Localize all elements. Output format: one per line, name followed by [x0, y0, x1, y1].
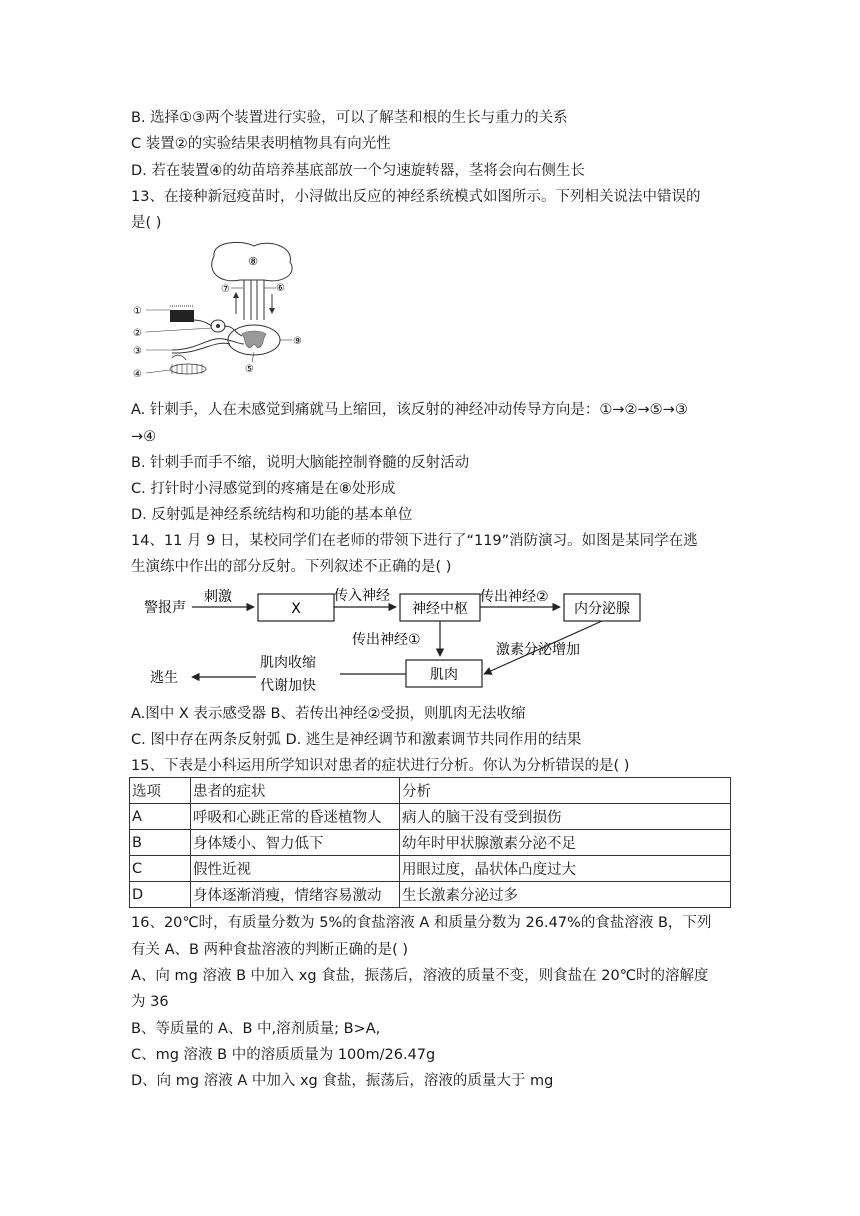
symptom-analysis-table: [129, 777, 731, 908]
table-cell: 身体逐渐消瘦，情绪容易激动: [191, 882, 400, 908]
box-center-label: 神经中枢: [412, 601, 468, 617]
q16-stem-line2: 有关 A、B 两种食盐溶液的判断正确的是( ): [131, 942, 409, 958]
table-row: [130, 856, 731, 882]
q13-stem-line2: 是( ): [131, 215, 162, 231]
label-2: ②: [133, 328, 142, 339]
table-cell: 呼吸和心跳正常的昏迷植物人: [191, 804, 400, 830]
q13-option-a-line1: A. 针刺手，人在未感觉到痛就马上缩回，该反射的神经冲动传导方向是：①→②→⑤→③: [131, 402, 688, 418]
q12-option-d: D. 若在装置④的幼苗培养基底部放一个匀速旋转器，茎将会向右侧生长: [131, 163, 585, 179]
alarm-label: 警报声: [144, 600, 186, 616]
brain-label: ⑧: [248, 255, 258, 268]
q13-stem-line1: 13、在接种新冠疫苗时，小浔做出反应的神经系统模式如图所示。下列相关说法中错误的: [131, 189, 701, 205]
q13-option-b: B. 针刺手而手不缩，说明大脑能控制脊髓的反射活动: [131, 455, 470, 471]
efferent2-label: 传出神经②: [480, 589, 549, 605]
label-7: ⑦: [221, 284, 230, 295]
table-row: [130, 830, 731, 856]
box-gland-label: 内分泌腺: [574, 601, 630, 617]
table-cell: 生长激素分泌过多: [400, 882, 731, 908]
skin-receptor: [170, 310, 194, 322]
box-x-label: X: [291, 601, 301, 617]
label-5: ⑤: [245, 364, 254, 375]
muscle-effector: [170, 364, 206, 374]
table-cell: 幼年时甲状腺激素分泌不足: [400, 830, 731, 856]
table-header-analysis: 分析: [400, 778, 731, 804]
q16-option-a-line2: 为 36: [131, 994, 169, 1010]
table-cell: C: [130, 856, 191, 882]
stimulus-label: 刺激: [204, 589, 232, 605]
table-row: [130, 804, 731, 830]
table-header-symptom: 患者的症状: [191, 778, 400, 804]
table-cell: 用眼过度，晶状体凸度过大: [400, 856, 731, 882]
label-6: ⑥: [276, 283, 285, 294]
q14-stem-line1: 14、11 月 9 日，某校同学们在老师的带领下进行了“119”消防演习。如图是某同学在逃: [131, 533, 698, 549]
table-row: [130, 882, 731, 908]
label-4: ④: [133, 369, 142, 380]
table-header-row: [130, 778, 731, 804]
effect2-label: 代谢加快: [260, 678, 316, 694]
reflex-flow-diagram: [140, 584, 660, 702]
escape-label: 逃生: [150, 670, 178, 686]
box-muscle-label: 肌肉: [430, 667, 458, 683]
table-cell: 假性近视: [191, 856, 400, 882]
q16-option-b: B、等质量的 A、B 中,溶剂质量; B>A,: [131, 1021, 381, 1037]
hormone-label: 激素分泌增加: [496, 642, 580, 658]
effect1-label: 肌肉收缩: [260, 655, 316, 671]
label-3: ③: [133, 346, 142, 357]
q14-stem-line2: 生演练中作出的部分反射。下列叙述不正确的是( ): [131, 559, 452, 575]
q14-option-cd: C. 图中存在两条反射弧 D. 逃生是神经调节和激素调节共同作用的结果: [131, 732, 582, 748]
q13-option-a-line2: →④: [131, 429, 157, 445]
q16-option-a-line1: A、向 mg 溶液 B 中加入 xg 食盐，振荡后，溶液的质量不变，则食盐在 20℃时的溶解度: [131, 968, 709, 984]
afferent-label: 传入神经: [334, 588, 390, 604]
q16-stem-line1: 16、20℃时，有质量分数为 5%的食盐溶液 A 和质量分数为 26.47%的食盐溶液 B，下列: [131, 915, 712, 931]
q12-option-c: C 装置②的实验结果表明植物具有向光性: [131, 136, 391, 152]
nervous-system-diagram: [130, 240, 320, 385]
table-cell: B: [130, 830, 191, 856]
q16-option-c: C、mg 溶液 B 中的溶质质量为 100m/26.47g: [131, 1047, 436, 1063]
q13-option-c: C. 打针时小浔感觉到的疼痛是在⑧处形成: [131, 481, 396, 497]
table-header-option: 选项: [130, 778, 191, 804]
q16-option-d: D、向 mg 溶液 A 中加入 xg 食盐，振荡后，溶液的质量大于 mg: [131, 1073, 554, 1089]
table-cell: D: [130, 882, 191, 908]
table-cell: 病人的脑干没有受到损伤: [400, 804, 731, 830]
q14-option-ab: A.图中 X 表示感受器 B、若传出神经②受损，则肌肉无法收缩: [131, 706, 526, 722]
efferent1-label: 传出神经①: [352, 632, 421, 648]
label-9: ⑨: [293, 336, 302, 347]
table-cell: A: [130, 804, 191, 830]
q15-stem: 15、下表是小科运用所学知识对患者的症状进行分析。你认为分析错误的是( ): [131, 758, 630, 774]
label-1: ①: [133, 306, 142, 317]
table-cell: 身体矮小、智力低下: [191, 830, 400, 856]
q13-option-d: D. 反射弧是神经系统结构和功能的基本单位: [131, 507, 413, 523]
q12-option-b: B. 选择①③两个装置进行实验，可以了解茎和根的生长与重力的关系: [131, 110, 568, 126]
